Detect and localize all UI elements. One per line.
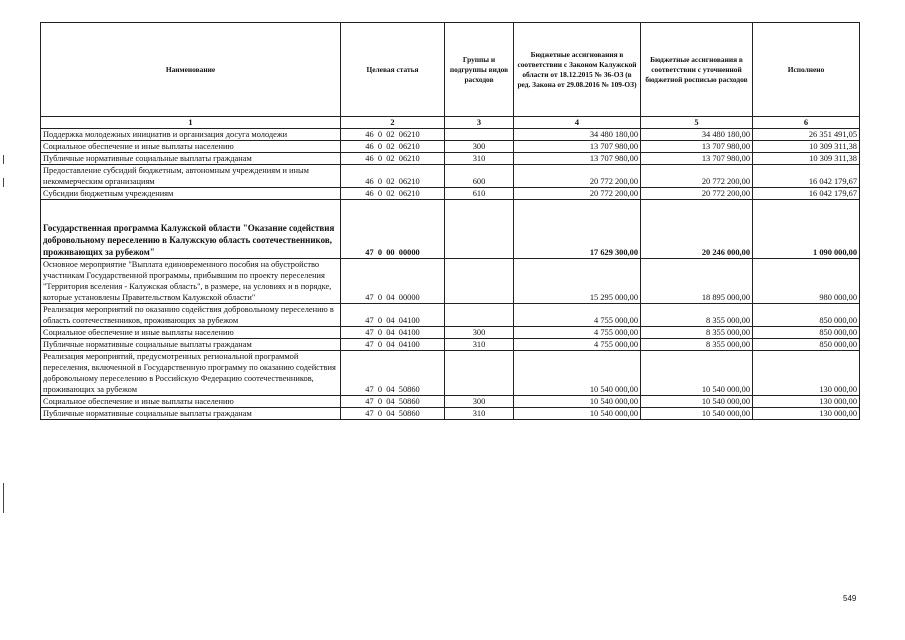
row-name: Социальное обеспечение и иные выплаты населению <box>41 396 341 408</box>
row-planned-amount: 34 480 180,00 <box>514 129 641 141</box>
row-refined-amount: 10 540 000,00 <box>641 351 753 396</box>
row-executed-amount: 16 042 179,67 <box>753 165 860 188</box>
row-refined-amount: 8 355 000,00 <box>641 304 753 327</box>
row-executed-amount: 130 000,00 <box>753 408 860 420</box>
row-target-code: 47 0 04 50860 <box>341 351 445 396</box>
row-refined-amount: 13 707 980,00 <box>641 153 753 165</box>
column-number: 2 <box>341 117 445 129</box>
row-expense-group <box>445 129 514 141</box>
row-name: Государственная программа Калужской области "Оказание содействия добровольному переселению в Калужскую область соотечественников, проживающих за рубежом" <box>41 200 341 259</box>
row-refined-amount: 8 355 000,00 <box>641 327 753 339</box>
row-expense-group: 600 <box>445 165 514 188</box>
row-target-code: 47 0 04 04100 <box>341 327 445 339</box>
header-target-article: Целевая статья <box>341 23 445 117</box>
row-executed-amount: 130 000,00 <box>753 396 860 408</box>
row-refined-amount: 20 246 000,00 <box>641 200 753 259</box>
header-refined-allocations: Бюджетные ассигнования в соответствии с уточненной бюджетной росписью расходов <box>641 23 753 117</box>
row-expense-group: 300 <box>445 327 514 339</box>
row-refined-amount: 18 895 000,00 <box>641 259 753 304</box>
table-row <box>41 396 860 408</box>
scan-edge-mark <box>3 178 4 187</box>
table-row <box>41 129 860 141</box>
header-name: Наименование <box>41 23 341 117</box>
row-executed-amount: 130 000,00 <box>753 351 860 396</box>
row-target-code: 47 0 04 04100 <box>341 339 445 351</box>
row-expense-group: 310 <box>445 339 514 351</box>
row-expense-group: 310 <box>445 408 514 420</box>
row-planned-amount: 17 629 300,00 <box>514 200 641 259</box>
row-executed-amount: 10 309 311,38 <box>753 153 860 165</box>
row-refined-amount: 34 480 180,00 <box>641 129 753 141</box>
column-number: 5 <box>641 117 753 129</box>
row-name: Публичные нормативные социальные выплаты гражданам <box>41 153 341 165</box>
header-executed: Исполнено <box>753 23 860 117</box>
row-executed-amount: 1 090 000,00 <box>753 200 860 259</box>
row-planned-amount: 13 707 980,00 <box>514 153 641 165</box>
table-row <box>41 304 860 327</box>
budget-execution-table <box>40 22 860 420</box>
column-number-row <box>41 117 860 129</box>
table-row <box>41 165 860 188</box>
row-refined-amount: 10 540 000,00 <box>641 396 753 408</box>
row-refined-amount: 10 540 000,00 <box>641 408 753 420</box>
row-target-code: 46 0 02 06210 <box>341 188 445 200</box>
row-target-code: 47 0 04 04100 <box>341 304 445 327</box>
row-planned-amount: 20 772 200,00 <box>514 188 641 200</box>
table-row <box>41 408 860 420</box>
row-executed-amount: 850 000,00 <box>753 327 860 339</box>
row-planned-amount: 10 540 000,00 <box>514 396 641 408</box>
table-row <box>41 153 860 165</box>
header-expense-groups: Группы и подгруппы видов расходов <box>445 23 514 117</box>
row-target-code: 47 0 04 50860 <box>341 408 445 420</box>
row-target-code: 47 0 04 50860 <box>341 396 445 408</box>
row-executed-amount: 850 000,00 <box>753 339 860 351</box>
scan-edge-mark <box>3 155 4 164</box>
row-target-code: 46 0 02 06210 <box>341 165 445 188</box>
row-name: Реализация мероприятий, предусмотренных региональной программой переселения, включенной в Государственную программу по оказанию содействия добровольному переселению в Российскую Федерацию соотечественников, проживающих за рубежом <box>41 351 341 396</box>
row-planned-amount: 10 540 000,00 <box>514 351 641 396</box>
row-expense-group: 300 <box>445 141 514 153</box>
row-expense-group <box>445 200 514 259</box>
row-expense-group: 300 <box>445 396 514 408</box>
row-refined-amount: 13 707 980,00 <box>641 141 753 153</box>
row-target-code: 46 0 02 06210 <box>341 129 445 141</box>
scan-edge-mark <box>3 483 4 513</box>
row-name: Социальное обеспечение и иные выплаты населению <box>41 141 341 153</box>
row-planned-amount: 20 772 200,00 <box>514 165 641 188</box>
row-expense-group: 310 <box>445 153 514 165</box>
row-planned-amount: 10 540 000,00 <box>514 408 641 420</box>
row-expense-group <box>445 259 514 304</box>
row-planned-amount: 4 755 000,00 <box>514 327 641 339</box>
row-expense-group <box>445 351 514 396</box>
row-refined-amount: 20 772 200,00 <box>641 188 753 200</box>
column-number: 1 <box>41 117 341 129</box>
row-executed-amount: 26 351 491,05 <box>753 129 860 141</box>
row-name: Реализация мероприятий по оказанию содействия добровольному переселению в область соотечественников, проживающих за рубежом <box>41 304 341 327</box>
column-number: 3 <box>445 117 514 129</box>
row-name: Социальное обеспечение и иные выплаты населению <box>41 327 341 339</box>
table-row <box>41 188 860 200</box>
header-row <box>41 23 860 117</box>
row-name: Публичные нормативные социальные выплаты гражданам <box>41 339 341 351</box>
row-refined-amount: 8 355 000,00 <box>641 339 753 351</box>
column-number: 4 <box>514 117 641 129</box>
row-name: Поддержка молодежных инициатив и организация досуга молодежи <box>41 129 341 141</box>
row-target-code: 46 0 02 06210 <box>341 141 445 153</box>
row-target-code: 47 0 04 00000 <box>341 259 445 304</box>
header-law-allocations: Бюджетные ассигнования в соответствии с Законом Калужской области от 18.12.2015 № 36-ОЗ (в ред. Закона от 29.08.2016 № 109-ОЗ) <box>514 23 641 117</box>
row-refined-amount: 20 772 200,00 <box>641 165 753 188</box>
program-row <box>41 200 860 259</box>
row-target-code: 47 0 00 00000 <box>341 200 445 259</box>
row-name: Публичные нормативные социальные выплаты гражданам <box>41 408 341 420</box>
row-planned-amount: 4 755 000,00 <box>514 304 641 327</box>
page-number: 549 <box>843 594 857 603</box>
table-row <box>41 141 860 153</box>
row-expense-group <box>445 304 514 327</box>
row-name: Предоставление субсидий бюджетным, автономным учреждениям и иным некоммерческим организациям <box>41 165 341 188</box>
row-planned-amount: 4 755 000,00 <box>514 339 641 351</box>
row-name: Основное мероприятие "Выплата единовременного пособия на обустройство участникам Государственной программы, прибывшим по проекту переселения "Территория вселения - Калужская область", в размере, на условиях и в порядке, которые установлены Правительством Калужской области" <box>41 259 341 304</box>
table-row <box>41 351 860 396</box>
table-row <box>41 327 860 339</box>
row-planned-amount: 15 295 000,00 <box>514 259 641 304</box>
row-executed-amount: 850 000,00 <box>753 304 860 327</box>
column-number: 6 <box>753 117 860 129</box>
row-executed-amount: 980 000,00 <box>753 259 860 304</box>
row-target-code: 46 0 02 06210 <box>341 153 445 165</box>
table-row <box>41 339 860 351</box>
row-name: Субсидии бюджетным учреждениям <box>41 188 341 200</box>
row-executed-amount: 10 309 311,38 <box>753 141 860 153</box>
row-executed-amount: 16 042 179,67 <box>753 188 860 200</box>
table-row <box>41 259 860 304</box>
row-planned-amount: 13 707 980,00 <box>514 141 641 153</box>
row-expense-group: 610 <box>445 188 514 200</box>
